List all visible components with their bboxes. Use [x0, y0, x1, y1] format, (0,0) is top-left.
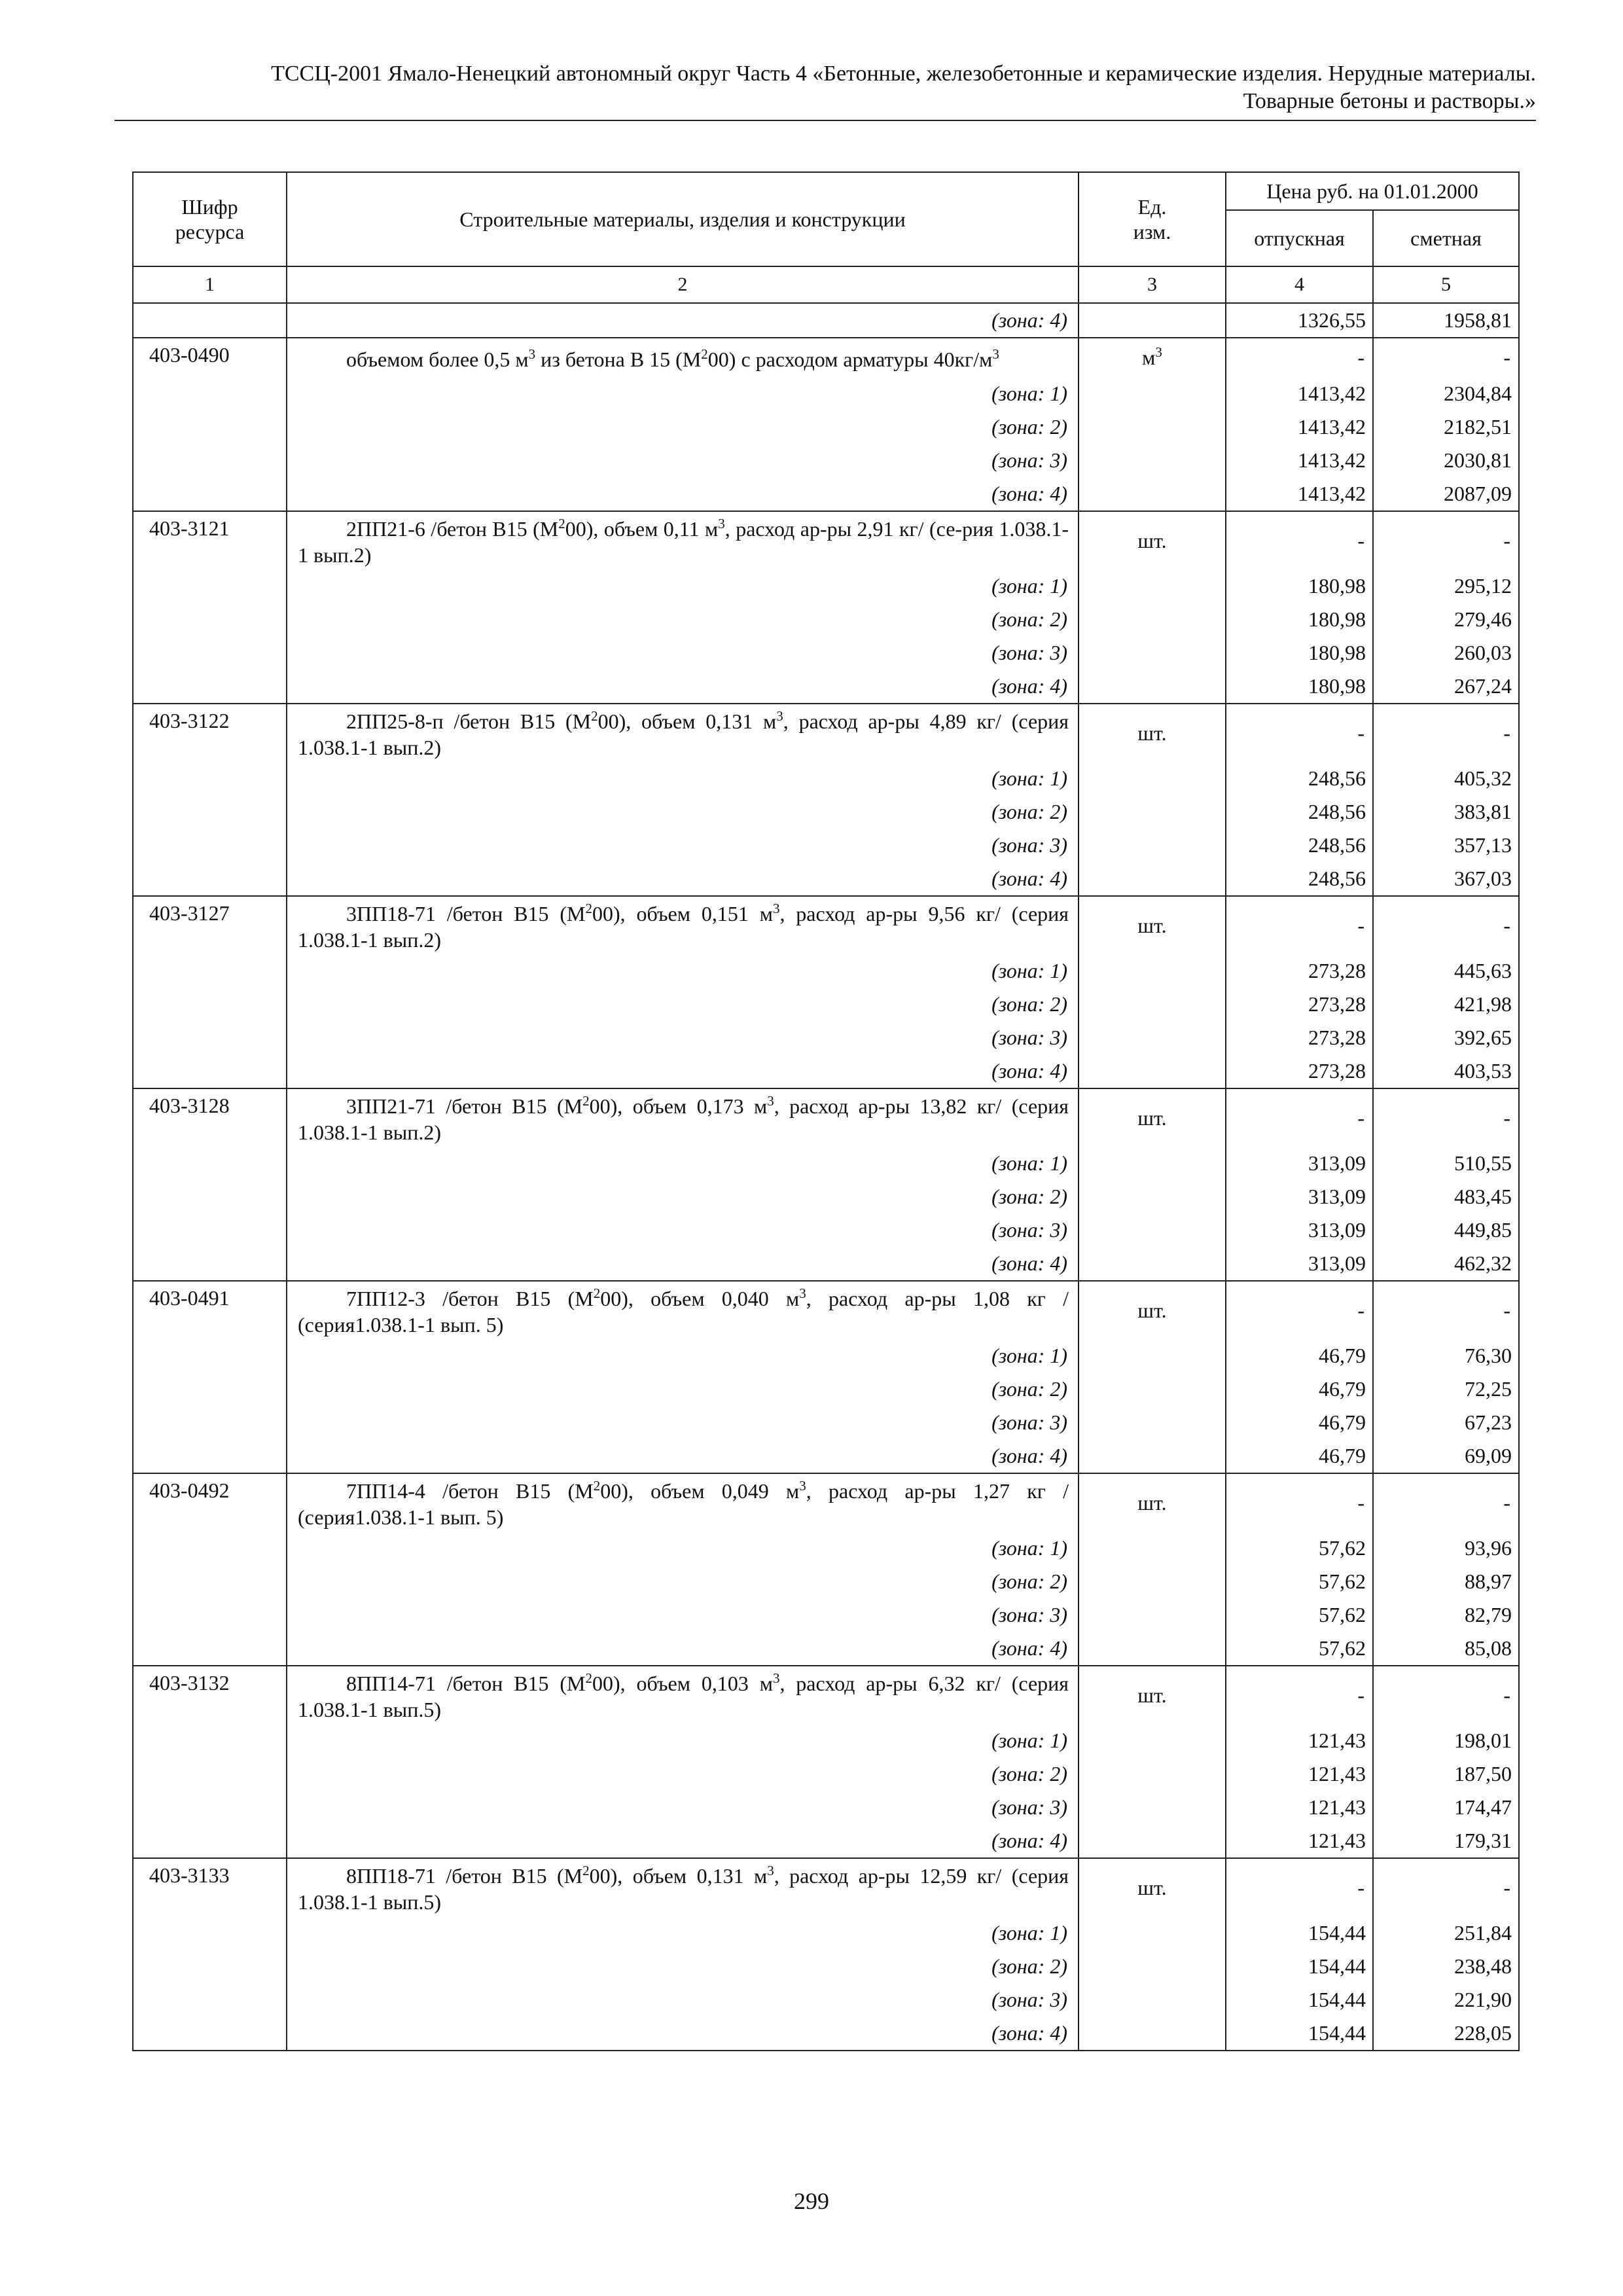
resource-code: 403-3132 — [133, 1666, 287, 1724]
zone-label: (зона: 4) — [287, 1247, 1079, 1281]
unit — [1079, 1983, 1226, 2017]
unit — [1079, 1532, 1226, 1565]
resource-code — [133, 1916, 287, 1950]
table-row — [133, 511, 1519, 569]
resource-code — [133, 377, 287, 410]
estimate-price: 82,79 — [1373, 1598, 1519, 1632]
table-row — [133, 704, 1519, 762]
zone-label: (зона: 3) — [287, 636, 1079, 670]
resource-code — [133, 1247, 287, 1281]
resource-code — [133, 1439, 287, 1473]
table-row — [133, 829, 1519, 862]
release-price: 57,62 — [1226, 1565, 1373, 1598]
table-row — [133, 1406, 1519, 1439]
resource-code — [133, 1757, 287, 1791]
unit — [1079, 795, 1226, 829]
unit: шт. — [1079, 1666, 1226, 1724]
resource-code — [133, 829, 287, 862]
zone-label: (зона: 2) — [287, 1950, 1079, 1983]
zone-label: (зона: 4) — [287, 862, 1079, 896]
resource-code — [133, 795, 287, 829]
table-row — [133, 670, 1519, 704]
page-number: 299 — [794, 2188, 829, 2214]
release-price: 154,44 — [1226, 1950, 1373, 1983]
resource-code — [133, 1791, 287, 1824]
release-price: 1413,42 — [1226, 444, 1373, 477]
price-table — [132, 171, 1520, 2051]
col-number-4: 4 — [1226, 266, 1373, 303]
zone-label: (зона: 4) — [287, 2017, 1079, 2051]
unit — [1079, 1213, 1226, 1247]
release-price: 46,79 — [1226, 1372, 1373, 1406]
resource-code — [133, 1021, 287, 1054]
release-price: 273,28 — [1226, 954, 1373, 988]
resource-code — [133, 1213, 287, 1247]
material-name: 2ПП21-6 /бетон В15 $(М^200)$, объем 0,11 $м^3$, расход ар-ры 2,91 кг/ (се-рия 1.038.1-1 вып.2) — [287, 511, 1079, 569]
estimate-price: 69,09 — [1373, 1439, 1519, 1473]
release-price: 121,43 — [1226, 1724, 1373, 1757]
unit — [1079, 954, 1226, 988]
resource-code — [133, 636, 287, 670]
unit — [1079, 1598, 1226, 1632]
unit: шт. — [1079, 511, 1226, 569]
zone-label: (зона: 2) — [287, 1180, 1079, 1213]
unit — [1079, 444, 1226, 477]
zone-label: (зона: 4) — [287, 303, 1079, 338]
release-price: 154,44 — [1226, 2017, 1373, 2051]
table-row — [133, 762, 1519, 795]
unit: шт. — [1079, 1858, 1226, 1916]
header-estimate-price: сметная — [1373, 210, 1519, 266]
header-code: Шифр ресурса — [133, 172, 287, 266]
unit — [1079, 303, 1226, 338]
unit — [1079, 1180, 1226, 1213]
zone-label: (зона: 2) — [287, 603, 1079, 636]
resource-code — [133, 1632, 287, 1666]
resource-code — [133, 1339, 287, 1372]
table-row — [133, 1473, 1519, 1532]
zone-label: (зона: 1) — [287, 569, 1079, 603]
resource-code — [133, 303, 287, 338]
unit — [1079, 1372, 1226, 1406]
table-row — [133, 1632, 1519, 1666]
table-row — [133, 1858, 1519, 1916]
estimate-price: - — [1373, 1858, 1519, 1916]
estimate-price: 405,32 — [1373, 762, 1519, 795]
header-line-2: Товарные бетоны и растворы.» — [1243, 89, 1536, 113]
estimate-price: - — [1373, 511, 1519, 569]
zone-label: (зона: 1) — [287, 1916, 1079, 1950]
header-name: Строительные материалы, изделия и конструкции — [287, 172, 1079, 266]
table-row — [133, 1791, 1519, 1824]
zone-label: (зона: 1) — [287, 1339, 1079, 1372]
unit: шт. — [1079, 1473, 1226, 1532]
unit — [1079, 1439, 1226, 1473]
release-price: - — [1226, 896, 1373, 954]
release-price: 248,56 — [1226, 829, 1373, 862]
table-row — [133, 862, 1519, 896]
resource-code — [133, 1598, 287, 1632]
table-row — [133, 1439, 1519, 1473]
unit — [1079, 636, 1226, 670]
unit — [1079, 1757, 1226, 1791]
estimate-price: - — [1373, 704, 1519, 762]
unit — [1079, 1054, 1226, 1088]
unit — [1079, 477, 1226, 511]
table-body — [133, 303, 1519, 2051]
zone-label: (зона: 3) — [287, 1983, 1079, 2017]
resource-code — [133, 1532, 287, 1565]
estimate-price: 445,63 — [1373, 954, 1519, 988]
release-price: 1413,42 — [1226, 377, 1373, 410]
resource-code — [133, 2017, 287, 2051]
release-price: 57,62 — [1226, 1632, 1373, 1666]
table-row — [133, 1565, 1519, 1598]
release-price: - — [1226, 338, 1373, 377]
estimate-price: 2030,81 — [1373, 444, 1519, 477]
release-price: 248,56 — [1226, 795, 1373, 829]
zone-label: (зона: 4) — [287, 670, 1079, 704]
estimate-price: 403,53 — [1373, 1054, 1519, 1088]
zone-label: (зона: 1) — [287, 1724, 1079, 1757]
unit: шт. — [1079, 1088, 1226, 1147]
release-price: - — [1226, 1088, 1373, 1147]
resource-code: 403-3127 — [133, 896, 287, 954]
estimate-price: 174,47 — [1373, 1791, 1519, 1824]
table-row — [133, 1950, 1519, 1983]
zone-label: (зона: 3) — [287, 1791, 1079, 1824]
table-row — [133, 1247, 1519, 1281]
table-row — [133, 1213, 1519, 1247]
table-row — [133, 1724, 1519, 1757]
zone-label: (зона: 2) — [287, 1372, 1079, 1406]
release-price: 46,79 — [1226, 1439, 1373, 1473]
zone-label: (зона: 2) — [287, 1565, 1079, 1598]
zone-label: (зона: 1) — [287, 762, 1079, 795]
estimate-price: 357,13 — [1373, 829, 1519, 862]
resource-code: 403-0490 — [133, 338, 287, 377]
table-row — [133, 1339, 1519, 1372]
unit — [1079, 1339, 1226, 1372]
estimate-price: 85,08 — [1373, 1632, 1519, 1666]
table-row — [133, 636, 1519, 670]
estimate-price: 88,97 — [1373, 1565, 1519, 1598]
release-price: 1413,42 — [1226, 410, 1373, 444]
release-price: 273,28 — [1226, 1021, 1373, 1054]
resource-code: 403-0492 — [133, 1473, 287, 1532]
resource-code — [133, 1054, 287, 1088]
col-number-5: 5 — [1373, 266, 1519, 303]
table-row — [133, 1916, 1519, 1950]
unit — [1079, 1565, 1226, 1598]
table-row — [133, 2017, 1519, 2051]
unit — [1079, 1021, 1226, 1054]
zone-label: (зона: 2) — [287, 795, 1079, 829]
zone-label: (зона: 3) — [287, 1598, 1079, 1632]
release-price: 1326,55 — [1226, 303, 1373, 338]
release-price: 1413,42 — [1226, 477, 1373, 511]
release-price: 248,56 — [1226, 862, 1373, 896]
table-row — [133, 896, 1519, 954]
estimate-price: 483,45 — [1373, 1180, 1519, 1213]
release-price: - — [1226, 1473, 1373, 1532]
unit — [1079, 1791, 1226, 1824]
estimate-price: 462,32 — [1373, 1247, 1519, 1281]
table-row — [133, 410, 1519, 444]
zone-label: (зона: 2) — [287, 1757, 1079, 1791]
release-price: 121,43 — [1226, 1791, 1373, 1824]
col-number-3: 3 — [1079, 266, 1226, 303]
release-price: 46,79 — [1226, 1406, 1373, 1439]
resource-code — [133, 1824, 287, 1858]
estimate-price: 2087,09 — [1373, 477, 1519, 511]
estimate-price: - — [1373, 1088, 1519, 1147]
unit — [1079, 1406, 1226, 1439]
unit — [1079, 2017, 1226, 2051]
resource-code — [133, 670, 287, 704]
unit — [1079, 410, 1226, 444]
zone-label: (зона: 4) — [287, 1439, 1079, 1473]
unit: $м^3$ — [1079, 338, 1226, 377]
estimate-price: 421,98 — [1373, 988, 1519, 1021]
resource-code — [133, 1372, 287, 1406]
release-price: 121,43 — [1226, 1824, 1373, 1858]
zone-label: (зона: 1) — [287, 954, 1079, 988]
table-row — [133, 569, 1519, 603]
unit — [1079, 1247, 1226, 1281]
release-price: 313,09 — [1226, 1180, 1373, 1213]
resource-code — [133, 1950, 287, 1983]
unit — [1079, 603, 1226, 636]
estimate-price: 1958,81 — [1373, 303, 1519, 338]
unit — [1079, 1916, 1226, 1950]
table-row — [133, 444, 1519, 477]
unit: шт. — [1079, 1281, 1226, 1339]
release-price: 313,09 — [1226, 1147, 1373, 1180]
zone-label: (зона: 1) — [287, 1147, 1079, 1180]
table-row — [133, 795, 1519, 829]
zone-label: (зона: 1) — [287, 377, 1079, 410]
table-row — [133, 1147, 1519, 1180]
estimate-price: - — [1373, 1281, 1519, 1339]
estimate-price: 93,96 — [1373, 1532, 1519, 1565]
release-price: 313,09 — [1226, 1247, 1373, 1281]
zone-label: (зона: 4) — [287, 477, 1079, 511]
material-name: 8ПП18-71 /бетон В15 $(М^200)$, объем 0,131 $м^3$, расход ар-ры 12,59 кг/ (серия 1.038.1-1 вып.5) — [287, 1858, 1079, 1916]
release-price: - — [1226, 1281, 1373, 1339]
table-row — [133, 377, 1519, 410]
col-number-1: 1 — [133, 266, 287, 303]
resource-code — [133, 1983, 287, 2017]
table-row — [133, 1824, 1519, 1858]
unit: шт. — [1079, 896, 1226, 954]
resource-code — [133, 1180, 287, 1213]
release-price: 313,09 — [1226, 1213, 1373, 1247]
table-row — [133, 1598, 1519, 1632]
material-name: 8ПП14-71 /бетон В15 $(М^200)$, объем 0,103 $м^3$, расход ар-ры 6,32 кг/ (серия 1.038.1-1 вып.5) — [287, 1666, 1079, 1724]
resource-code — [133, 762, 287, 795]
unit — [1079, 1724, 1226, 1757]
release-price: - — [1226, 511, 1373, 569]
estimate-price: 72,25 — [1373, 1372, 1519, 1406]
resource-code: 403-3121 — [133, 511, 287, 569]
release-price: 57,62 — [1226, 1532, 1373, 1565]
zone-label: (зона: 3) — [287, 829, 1079, 862]
table-row — [133, 1757, 1519, 1791]
release-price: - — [1226, 1858, 1373, 1916]
header-release-price: отпускная — [1226, 210, 1373, 266]
table-row — [133, 1532, 1519, 1565]
release-price: - — [1226, 1666, 1373, 1724]
page-header — [115, 60, 1536, 115]
unit — [1079, 1950, 1226, 1983]
estimate-price: 238,48 — [1373, 1950, 1519, 1983]
unit — [1079, 1632, 1226, 1666]
unit — [1079, 377, 1226, 410]
table-row — [133, 303, 1519, 338]
zone-label: (зона: 3) — [287, 1021, 1079, 1054]
estimate-price: - — [1373, 896, 1519, 954]
header-line-1: ТССЦ-2001 Ямало-Ненецкий автономный округ Часть 4 «Бетонные, железобетонные и керамические изделия. Нерудные материалы. — [271, 62, 1536, 86]
estimate-price: 179,31 — [1373, 1824, 1519, 1858]
table-row — [133, 1983, 1519, 2017]
zone-label: (зона: 3) — [287, 1213, 1079, 1247]
header-price-group: Цена руб. на 01.01.2000 — [1226, 172, 1519, 210]
table-row — [133, 603, 1519, 636]
unit — [1079, 862, 1226, 896]
estimate-price: - — [1373, 1666, 1519, 1724]
material-name: 7ПП14-4 /бетон В15 $(М^200)$, объем 0,049 $м^3$, расход ар-ры 1,27 кг / (серия1.038.1-1 вып. 5) — [287, 1473, 1079, 1532]
resource-code — [133, 477, 287, 511]
resource-code — [133, 444, 287, 477]
table-row — [133, 1180, 1519, 1213]
unit: шт. — [1079, 704, 1226, 762]
table-row — [133, 1372, 1519, 1406]
resource-code: 403-3122 — [133, 704, 287, 762]
estimate-price: 198,01 — [1373, 1724, 1519, 1757]
resource-code: 403-3133 — [133, 1858, 287, 1916]
release-price: 57,62 — [1226, 1598, 1373, 1632]
estimate-price: - — [1373, 338, 1519, 377]
release-price: 273,28 — [1226, 988, 1373, 1021]
estimate-price: 392,65 — [1373, 1021, 1519, 1054]
zone-label: (зона: 1) — [287, 1532, 1079, 1565]
zone-label: (зона: 2) — [287, 988, 1079, 1021]
unit — [1079, 670, 1226, 704]
estimate-price: 367,03 — [1373, 862, 1519, 896]
estimate-price: 228,05 — [1373, 2017, 1519, 2051]
release-price: 273,28 — [1226, 1054, 1373, 1088]
unit — [1079, 569, 1226, 603]
table-row — [133, 477, 1519, 511]
estimate-price: 187,50 — [1373, 1757, 1519, 1791]
release-price: 121,43 — [1226, 1757, 1373, 1791]
estimate-price: 221,90 — [1373, 1983, 1519, 2017]
estimate-price: - — [1373, 1473, 1519, 1532]
unit — [1079, 1147, 1226, 1180]
release-price: 180,98 — [1226, 636, 1373, 670]
estimate-price: 67,23 — [1373, 1406, 1519, 1439]
table-row — [133, 1088, 1519, 1147]
release-price: - — [1226, 704, 1373, 762]
unit — [1079, 762, 1226, 795]
resource-code — [133, 569, 287, 603]
estimate-price: 449,85 — [1373, 1213, 1519, 1247]
estimate-price: 251,84 — [1373, 1916, 1519, 1950]
estimate-price: 2304,84 — [1373, 377, 1519, 410]
release-price: 154,44 — [1226, 1983, 1373, 2017]
release-price: 248,56 — [1226, 762, 1373, 795]
estimate-price: 383,81 — [1373, 795, 1519, 829]
material-name: 3ПП18-71 /бетон В15 $(М^200)$, объем 0,151 $м^3$, расход ар-ры 9,56 кг/ (серия 1.038.1-1 вып.2) — [287, 896, 1079, 954]
resource-code — [133, 954, 287, 988]
material-name: 2ПП25-8-п /бетон В15 $(М^200)$, объем 0,131 $м^3$, расход ар-ры 4,89 кг/ (серия 1.038.1-1 вып.2) — [287, 704, 1079, 762]
resource-code: 403-3128 — [133, 1088, 287, 1147]
resource-code — [133, 1406, 287, 1439]
table-row — [133, 954, 1519, 988]
table-row — [133, 988, 1519, 1021]
release-price: 180,98 — [1226, 603, 1373, 636]
resource-code — [133, 862, 287, 896]
resource-code — [133, 603, 287, 636]
estimate-price: 510,55 — [1373, 1147, 1519, 1180]
release-price: 46,79 — [1226, 1339, 1373, 1372]
col-number-2: 2 — [287, 266, 1079, 303]
header-rule — [115, 120, 1536, 121]
release-price: 180,98 — [1226, 670, 1373, 704]
resource-code — [133, 988, 287, 1021]
zone-label: (зона: 4) — [287, 1824, 1079, 1858]
unit — [1079, 1824, 1226, 1858]
table-row — [133, 1021, 1519, 1054]
estimate-price: 279,46 — [1373, 603, 1519, 636]
header-unit: Ед. изм. — [1079, 172, 1226, 266]
table-row — [133, 1666, 1519, 1724]
estimate-price: 260,03 — [1373, 636, 1519, 670]
unit — [1079, 988, 1226, 1021]
material-name: 7ПП12-3 /бетон В15 $(М^200)$, объем 0,040 $м^3$, расход ар-ры 1,08 кг / (серия1.038.1-1 вып. 5) — [287, 1281, 1079, 1339]
unit — [1079, 829, 1226, 862]
table-row — [133, 1281, 1519, 1339]
table-row — [133, 338, 1519, 377]
zone-label: (зона: 3) — [287, 444, 1079, 477]
material-name: объемом более 0,5 $м^3$ из бетона В 15 $(М^200)$ с расходом арматуры $40кг/м^3$ — [287, 338, 1079, 377]
zone-label: (зона: 4) — [287, 1632, 1079, 1666]
estimate-price: 267,24 — [1373, 670, 1519, 704]
resource-code — [133, 1724, 287, 1757]
resource-code — [133, 1565, 287, 1598]
material-name: 3ПП21-71 /бетон В15 $(М^200)$, объем 0,173 $м^3$, расход ар-ры 13,82 кг/ (серия 1.038.1-1 вып.2) — [287, 1088, 1079, 1147]
estimate-price: 2182,51 — [1373, 410, 1519, 444]
zone-label: (зона: 3) — [287, 1406, 1079, 1439]
resource-code — [133, 410, 287, 444]
table-row — [133, 1054, 1519, 1088]
estimate-price: 76,30 — [1373, 1339, 1519, 1372]
resource-code: 403-0491 — [133, 1281, 287, 1339]
release-price: 180,98 — [1226, 569, 1373, 603]
estimate-price: 295,12 — [1373, 569, 1519, 603]
zone-label: (зона: 2) — [287, 410, 1079, 444]
release-price: 154,44 — [1226, 1916, 1373, 1950]
zone-label: (зона: 4) — [287, 1054, 1079, 1088]
resource-code — [133, 1147, 287, 1180]
